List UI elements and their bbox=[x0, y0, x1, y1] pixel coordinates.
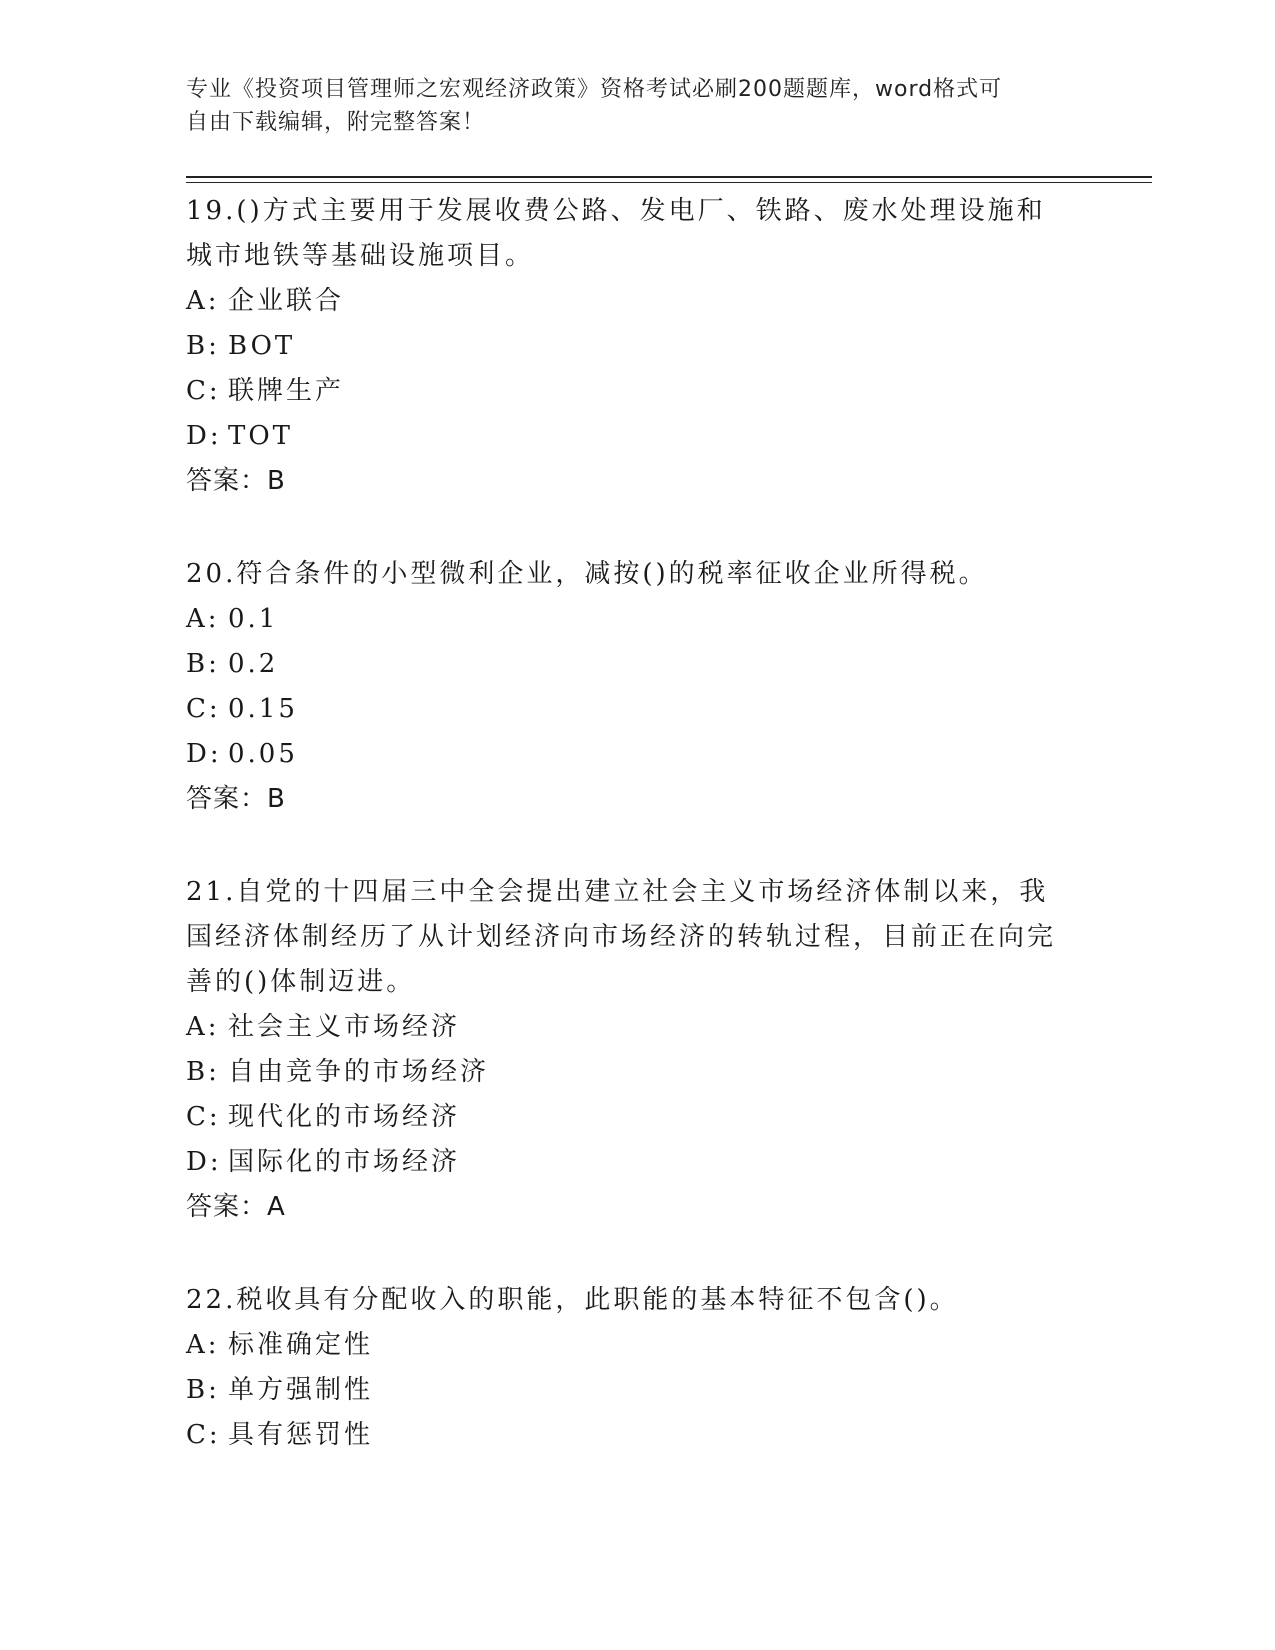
question-list bbox=[186, 189, 1066, 1506]
option-text: 0.15 bbox=[228, 694, 298, 724]
option-a bbox=[186, 597, 1066, 642]
option-text: 社会主义市场经济 bbox=[228, 1012, 461, 1042]
option-text: 标准确定性 bbox=[228, 1330, 374, 1360]
option-text: 企业联合 bbox=[228, 286, 345, 316]
answer-line: 答案：A bbox=[186, 1192, 286, 1222]
option-key: C: bbox=[186, 376, 221, 406]
option-c bbox=[186, 1095, 1066, 1140]
option-b bbox=[186, 1368, 1066, 1413]
option-key: C: bbox=[186, 1102, 221, 1132]
option-a bbox=[186, 1005, 1066, 1050]
option-d bbox=[186, 1140, 1066, 1185]
option-key: B: bbox=[186, 1375, 220, 1405]
header-divider-thick bbox=[186, 176, 1152, 178]
option-key: C: bbox=[186, 1420, 221, 1450]
option-b bbox=[186, 642, 1066, 687]
option-text: 国际化的市场经济 bbox=[228, 1147, 461, 1177]
option-text: 自由竞争的市场经济 bbox=[228, 1057, 490, 1087]
option-key: A: bbox=[186, 1330, 220, 1360]
option-text: 0.2 bbox=[228, 649, 279, 679]
option-key: A: bbox=[186, 286, 220, 316]
question-text: 21.自党的十四届三中全会提出建立社会主义市场经济体制以来，我国经济体制经历了从计划经济向市场经济的转轨过程，目前正在向完善的()体制迈进。 bbox=[186, 877, 1057, 997]
header-line-1: 专业《投资项目管理师之宏观经济政策》资格考试必刷200题题库，word格式可 bbox=[186, 77, 1003, 102]
answer-line: 答案：B bbox=[186, 466, 286, 496]
question-text: 22.税收具有分配收入的职能，此职能的基本特征不包含()。 bbox=[186, 1285, 959, 1315]
option-key: B: bbox=[186, 1057, 220, 1087]
question-21 bbox=[186, 870, 1066, 1230]
header-divider-thin bbox=[186, 182, 1152, 183]
option-text: 0.1 bbox=[228, 604, 279, 634]
option-b bbox=[186, 324, 1066, 369]
option-b bbox=[186, 1050, 1066, 1095]
question-19 bbox=[186, 189, 1066, 504]
option-text: TOT bbox=[228, 421, 293, 451]
option-key: B: bbox=[186, 331, 220, 361]
option-d bbox=[186, 732, 1066, 777]
option-c bbox=[186, 1413, 1066, 1458]
question-text: 20.符合条件的小型微利企业，减按()的税率征收企业所得税。 bbox=[186, 559, 988, 589]
answer-line: 答案：B bbox=[186, 784, 286, 814]
option-c bbox=[186, 369, 1066, 414]
question-22 bbox=[186, 1278, 1066, 1458]
option-c bbox=[186, 687, 1066, 732]
question-text: 19.()方式主要用于发展收费公路、发电厂、铁路、废水处理设施和城市地铁等基础设施项目。 bbox=[186, 196, 1046, 271]
option-text: 现代化的市场经济 bbox=[228, 1102, 461, 1132]
option-text: 单方强制性 bbox=[228, 1375, 374, 1405]
option-key: A: bbox=[186, 1012, 220, 1042]
option-key: B: bbox=[186, 649, 220, 679]
option-key: C: bbox=[186, 694, 221, 724]
option-d bbox=[186, 414, 1066, 459]
option-text: 0.05 bbox=[228, 739, 298, 769]
header-line-2: 自由下载编辑，附完整答案！ bbox=[186, 110, 486, 135]
option-a bbox=[186, 279, 1066, 324]
document-header bbox=[186, 73, 1066, 139]
option-text: 联牌生产 bbox=[228, 376, 345, 406]
question-20 bbox=[186, 552, 1066, 822]
option-a bbox=[186, 1323, 1066, 1368]
option-key: D: bbox=[186, 739, 222, 769]
option-key: D: bbox=[186, 1147, 222, 1177]
option-key: A: bbox=[186, 604, 220, 634]
option-text: 具有惩罚性 bbox=[228, 1420, 374, 1450]
option-key: D: bbox=[186, 421, 222, 451]
option-text: BOT bbox=[228, 331, 296, 361]
